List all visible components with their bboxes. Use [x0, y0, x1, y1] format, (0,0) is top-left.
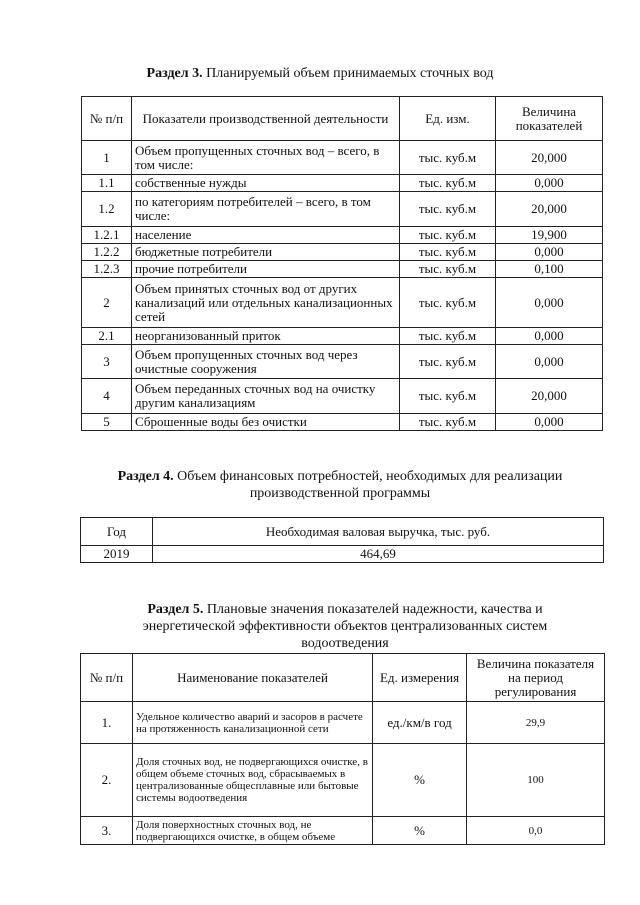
col-year-header: Год — [81, 518, 153, 546]
table-row — [82, 244, 603, 261]
row-value: 20,000 — [496, 141, 603, 175]
row-num: 1.2.3 — [82, 261, 132, 278]
row-value: 0,100 — [496, 261, 603, 278]
table-row — [82, 261, 603, 278]
row-name: Сброшенные воды без очистки — [132, 414, 400, 431]
row-unit: % — [373, 744, 467, 817]
row-name: население — [132, 227, 400, 244]
col-name-header: Наименование показателей — [133, 654, 373, 702]
table-row — [82, 141, 603, 175]
section5-title: Плановые значения показателей надежности, качества и энергетической эффективности объектов централизованных систем водоотведения — [142, 602, 548, 651]
row-num: 4 — [82, 379, 132, 414]
row-num: 1 — [82, 141, 132, 175]
row-unit: тыс. куб.м — [400, 379, 496, 414]
row-value: 0,000 — [496, 175, 603, 192]
row-name: собственные нужды — [132, 175, 400, 192]
row-name: Объем пропущенных сточных вод – всего, в том числе: — [132, 141, 400, 175]
row-value: 0,000 — [496, 414, 603, 431]
row-name: бюджетные потребители — [132, 244, 400, 261]
row-name: Доля поверхностных сточных вод, не подвергающихся очистке, в общем объеме — [133, 817, 373, 845]
table-row — [82, 328, 603, 345]
row-name: Доля сточных вод, не подвергающихся очистке, в общем объеме сточных вод, сбрасываемых в централизованные общесплавные или бытовые системы водоотведения — [133, 744, 373, 817]
section5-table — [80, 653, 605, 845]
table-row — [82, 414, 603, 431]
row-unit: тыс. куб.м — [400, 175, 496, 192]
row-name: Объем принятых сточных вод от других канализаций или отдельных канализационных сетей — [132, 278, 400, 328]
row-unit: тыс. куб.м — [400, 414, 496, 431]
row-value: 29,9 — [467, 702, 605, 744]
row-value: 0,000 — [496, 328, 603, 345]
row-num: 1. — [81, 702, 133, 744]
row-num: 1.1 — [82, 175, 132, 192]
row-unit: ед./км/в год — [373, 702, 467, 744]
row-unit: тыс. куб.м — [400, 328, 496, 345]
table-header-row — [81, 518, 604, 546]
row-num: 3 — [82, 345, 132, 379]
col-unit-header: Ед. изм. — [400, 97, 496, 141]
row-value: 0,000 — [496, 345, 603, 379]
row-name: Объем переданных сточных вод на очистку другим канализациям — [132, 379, 400, 414]
table-row — [82, 192, 603, 227]
section5-heading — [110, 601, 580, 652]
row-year: 2019 — [81, 546, 153, 563]
row-unit: тыс. куб.м — [400, 278, 496, 328]
table-row — [82, 379, 603, 414]
table-header-row — [81, 654, 605, 702]
row-num: 1.2.1 — [82, 227, 132, 244]
row-name: Объем пропущенных сточных вод через очистные сооружения — [132, 345, 400, 379]
row-unit: % — [373, 817, 467, 845]
row-unit: тыс. куб.м — [400, 141, 496, 175]
col-num-header: № п/п — [81, 654, 133, 702]
table-row — [81, 744, 605, 817]
row-unit: тыс. куб.м — [400, 261, 496, 278]
row-name: прочие потребители — [132, 261, 400, 278]
section4-title: Объем финансовых потребностей, необходимых для реализации производственной программы — [177, 469, 563, 501]
col-indicator-header: Показатели производственной деятельности — [132, 97, 400, 141]
section4-label: Раздел 4. — [117, 469, 174, 484]
row-num: 2 — [82, 278, 132, 328]
section4-heading — [90, 468, 590, 502]
col-revenue-header: Необходимая валовая выручка, тыс. руб. — [153, 518, 604, 546]
row-name: неорганизованный приток — [132, 328, 400, 345]
table-row — [82, 278, 603, 328]
row-num: 3. — [81, 817, 133, 845]
row-unit: тыс. куб.м — [400, 227, 496, 244]
row-value: 0,000 — [496, 278, 603, 328]
row-value: 19,900 — [496, 227, 603, 244]
table-row — [82, 345, 603, 379]
row-value: 0,000 — [496, 244, 603, 261]
row-num: 1.2 — [82, 192, 132, 227]
row-name: Удельное количество аварий и засоров в расчете на протяженность канализационной сети — [133, 702, 373, 744]
section3-title: Планируемый объем принимаемых сточных вод — [206, 66, 494, 81]
row-value: 0,0 — [467, 817, 605, 845]
section5-label: Раздел 5. — [147, 602, 204, 617]
row-num: 1.2.2 — [82, 244, 132, 261]
table-row — [82, 175, 603, 192]
row-value: 20,000 — [496, 192, 603, 227]
row-unit: тыс. куб.м — [400, 244, 496, 261]
row-name: по категориям потребителей – всего, в том числе: — [132, 192, 400, 227]
section4-table — [80, 517, 604, 563]
col-unit-header: Ед. измерения — [373, 654, 467, 702]
col-num-header: № п/п — [82, 97, 132, 141]
row-revenue: 464,69 — [153, 546, 604, 563]
section3-label: Раздел 3. — [146, 66, 203, 81]
section3-heading — [0, 65, 640, 82]
row-num: 5 — [82, 414, 132, 431]
col-value-header: Величина показателей — [496, 97, 603, 141]
row-value: 20,000 — [496, 379, 603, 414]
row-unit: тыс. куб.м — [400, 345, 496, 379]
row-num: 2. — [81, 744, 133, 817]
col-value-header: Величина показателя на период регулирования — [467, 654, 605, 702]
row-value: 100 — [467, 744, 605, 817]
table-row — [81, 702, 605, 744]
table-header-row — [82, 97, 603, 141]
table-row — [82, 227, 603, 244]
section3-table — [81, 96, 603, 431]
row-num: 2.1 — [82, 328, 132, 345]
table-row — [81, 546, 604, 563]
table-row — [81, 817, 605, 845]
row-unit: тыс. куб.м — [400, 192, 496, 227]
